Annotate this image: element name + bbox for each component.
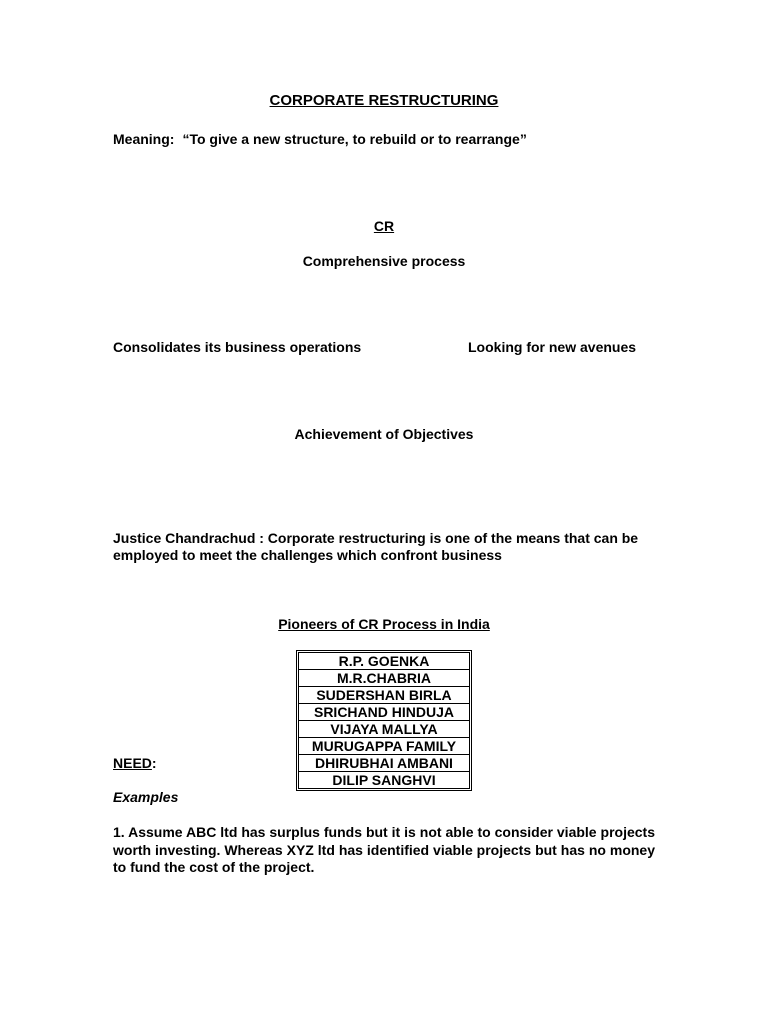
table-row: [299, 670, 469, 687]
pioneer-name: SUDERSHAN BIRLA: [299, 687, 469, 704]
chandrachud-quote: Justice Chandrachud : Corporate restructuring is one of the means that can be employed to meet the challenges which confront business: [113, 530, 639, 563]
pioneers-heading: Pioneers of CR Process in India: [278, 616, 490, 632]
comprehensive-process: Comprehensive process: [302, 253, 466, 269]
need-label: NEED: [113, 755, 152, 771]
table-row: [299, 755, 469, 772]
pioneer-name: SRICHAND HINDUJA: [299, 704, 469, 721]
table-row: [299, 704, 469, 721]
pioneer-name: MURUGAPPA FAMILY: [299, 738, 469, 755]
table-row: [299, 687, 469, 704]
table-row: [299, 653, 469, 670]
pioneer-name: VIJAYA MALLYA: [299, 721, 469, 738]
table-row: [299, 721, 469, 738]
example-1-paragraph: 1. Assume ABC ltd has surplus funds but it is not able to consider viable projects worth investing. Whereas XYZ ltd has identified viable projects but has no money to fund the cost of the project.: [113, 824, 655, 875]
looking-text: Looking for new avenues: [468, 339, 637, 355]
pioneer-name: DHIRUBHAI AMBANI: [299, 755, 469, 772]
examples-heading: Examples: [113, 789, 179, 805]
pioneer-name: M.R.CHABRIA: [299, 670, 469, 687]
achievement-text: Achievement of Objectives: [294, 426, 474, 442]
meaning-text: “To give a new structure, to rebuild or to rearrange”: [182, 131, 527, 147]
consolidates-text: Consolidates its business operations: [113, 339, 362, 355]
pioneer-name: DILIP SANGHVI: [332, 772, 436, 788]
pioneers-table: [296, 650, 472, 791]
table-row: [299, 772, 469, 788]
document-title: CORPORATE RESTRUCTURING: [269, 92, 499, 109]
table-row: [299, 738, 469, 755]
need-colon: :: [151, 755, 157, 771]
meaning-line: [113, 131, 527, 147]
pioneer-name: R.P. GOENKA: [299, 653, 469, 670]
need-heading: [113, 755, 157, 771]
cr-heading: CR: [373, 218, 395, 234]
meaning-label: Meaning:: [113, 131, 175, 147]
